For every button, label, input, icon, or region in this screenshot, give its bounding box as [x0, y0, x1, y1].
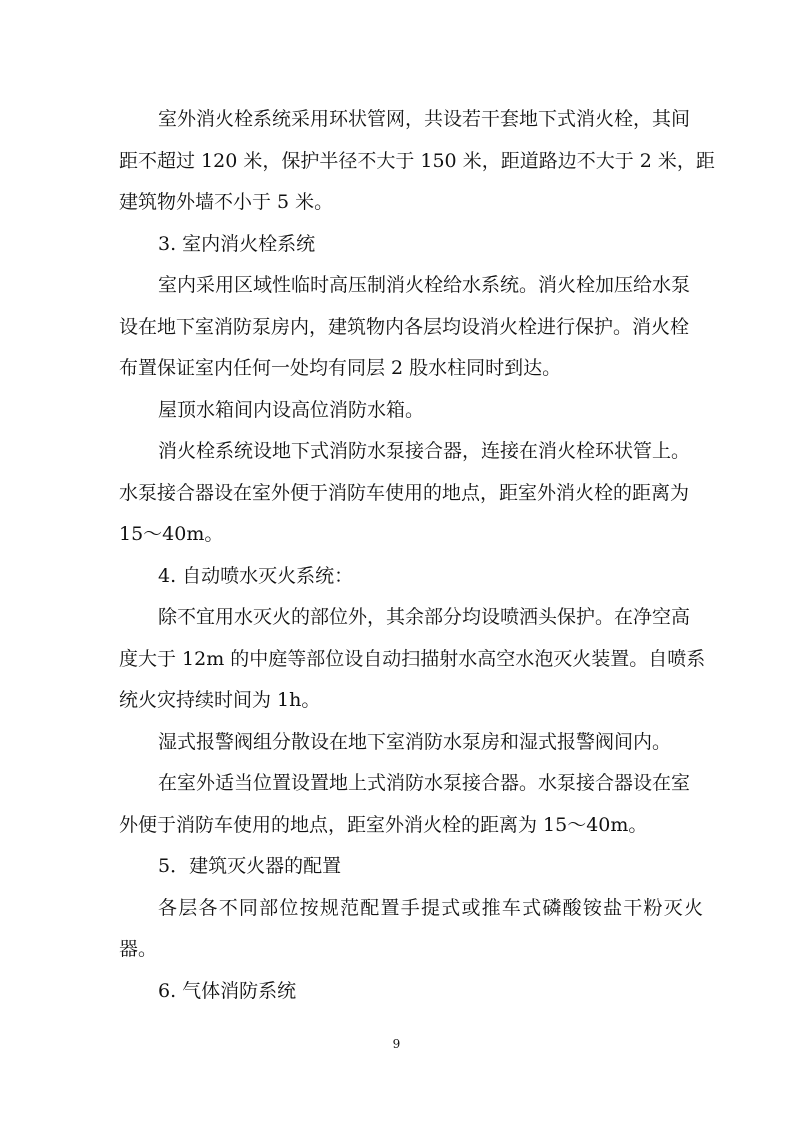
- paragraph-line: 屋顶水箱间内设高位消防水箱。: [158, 398, 425, 421]
- paragraph-line: 器。: [119, 938, 158, 960]
- paragraph-line: 外便于消防车使用的地点，距室外消火栓的距离为 15～40m。: [119, 813, 648, 836]
- paragraph-line: 布置保证室内任何一处均有同层 2 股水柱同时到达。: [119, 357, 562, 379]
- page-number: 9: [392, 1037, 401, 1051]
- paragraph-line: 室内采用区域性临时高压制消火栓给水系统。消火栓加压给水泵: [158, 274, 691, 296]
- paragraph-line: 除不宜用水灭火的部位外，其余部分均设喷洒头保护。在净空高: [158, 606, 691, 628]
- paragraph-line: 在室外适当位置设置地上式消防水泵接合器。水泵接合器设在室: [158, 772, 691, 794]
- section-heading: 3. 室内消火栓系统: [158, 232, 316, 255]
- section-heading: 6. 气体消防系统: [158, 979, 297, 1002]
- paragraph-line: 统火灾持续时间为 1h。: [119, 689, 321, 711]
- paragraph-line: 建筑物外墙不小于 5 米。: [119, 191, 334, 213]
- paragraph-line: 湿式报警阀组分散设在地下室消防水泵房和湿式报警阀间内。: [158, 730, 672, 753]
- paragraph-line: 设在地下室消防泵房内，建筑物内各层均设消火栓进行保护。消火栓: [119, 315, 690, 338]
- section-heading: 4. 自动喷水灭火系统：: [158, 564, 354, 587]
- paragraph-line: 度大于 12m 的中庭等部位设自动扫描射水高空水泡灭火装置。自喷系: [119, 647, 706, 670]
- section-heading: 5．建筑灭火器的配置: [158, 855, 342, 877]
- document-body: [119, 99, 715, 1012]
- paragraph-line: 各层各不同部位按规范配置手提式或推车式磷酸铵盐干粉灭火: [158, 896, 703, 919]
- paragraph-line: 距不超过 120 米，保护半径不大于 150 米，距道路边不大于 2 米，距: [119, 149, 715, 172]
- paragraph-line: 室外消火栓系统采用环状管网，共设若干套地下式消火栓，其间: [158, 108, 691, 130]
- paragraph-line: 消火栓系统设地下式消防水泵接合器，连接在消火栓环状管上。: [158, 440, 691, 462]
- paragraph-line: 水泵接合器设在室外便于消防车使用的地点，距室外消火栓的距离为: [119, 481, 690, 504]
- paragraph-line: 15～40m。: [119, 523, 224, 545]
